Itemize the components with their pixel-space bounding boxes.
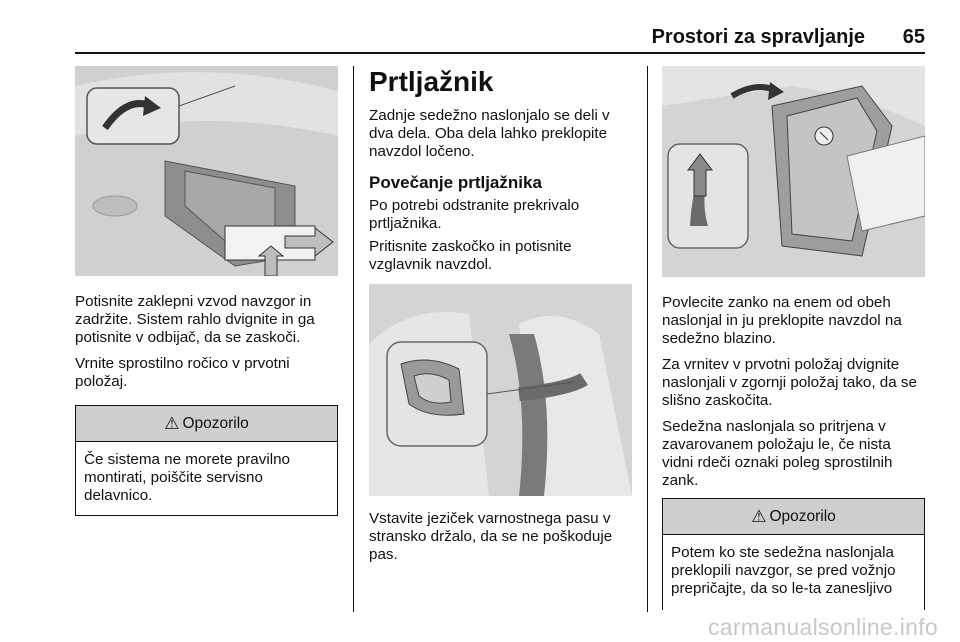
column-right bbox=[662, 66, 925, 610]
warning-text: Če sistema ne morete pravilno montirati, poiščite servisno delavnico. bbox=[84, 451, 290, 504]
warning-header bbox=[663, 499, 924, 535]
footer bbox=[0, 612, 960, 642]
warning-title: Opozorilo bbox=[182, 414, 249, 432]
paragraph: Vstavite jeziček varnostnega pasu v stransko držalo, da se ne poškoduje pas. bbox=[369, 510, 613, 563]
watermark: carmanualsonline.info bbox=[707, 614, 938, 640]
paragraph: Vrnite sprostilno ročico v prvotni položaj. bbox=[75, 355, 290, 390]
page-number: 65 bbox=[902, 26, 925, 48]
warning-triangle-icon: ⚠ bbox=[164, 413, 180, 433]
warning-box bbox=[662, 498, 925, 610]
column-middle bbox=[369, 66, 632, 564]
warning-triangle-icon: ⚠ bbox=[751, 506, 767, 526]
figure-bike-carrier bbox=[75, 66, 338, 276]
paragraph: Po potrebi odstranite prekrivalo prtljažnika. bbox=[369, 197, 580, 232]
paragraph: Potisnite zaklepni vzvod navzgor in zadržite. Sistem rahlo dvignite in ga potisnite v odbijač, da se zaskoči. bbox=[75, 293, 315, 346]
subheading: Povečanje prtljažnika bbox=[369, 173, 542, 192]
paragraph: Povlecite zanko na enem od obeh naslonjal in ju preklopite navzdol na sedežno blazino. bbox=[662, 294, 902, 347]
figure-seat-fold bbox=[662, 66, 925, 277]
paragraph: Sedežna naslonjala so pritrjena v zavarovanem položaju le, če nista vidni rdeči oznaki poleg sprostilnih zank. bbox=[662, 418, 893, 489]
header-rule bbox=[75, 52, 925, 54]
page-title: Prostori za spravljanje bbox=[651, 26, 865, 48]
paragraph: Za vrnitev v prvotni položaj dvignite naslonjali v zgornji položaj tako, da se slišno zaskočita. bbox=[662, 356, 917, 409]
warning-header bbox=[76, 406, 337, 442]
warning-title: Opozorilo bbox=[769, 507, 836, 525]
section-heading: Prtljažnik bbox=[369, 66, 494, 97]
warning-text: Potem ko ste sedežna naslonjala preklopili navzgor, se pred vožnjo prepričajte, da so le-ta zanesljivo bbox=[671, 544, 896, 597]
paragraph: Pritisnite zaskočko in potisnite vzglavnik navzdol. bbox=[369, 238, 572, 273]
column-left bbox=[75, 66, 338, 516]
column-divider bbox=[647, 66, 648, 612]
page-header bbox=[75, 26, 925, 52]
warning-box bbox=[75, 405, 338, 516]
paragraph: Zadnje sedežno naslonjalo se deli v dva dela. Oba dela lahko preklopite navzdol ločeno. bbox=[369, 107, 610, 160]
figure-seat-belt-holder bbox=[369, 284, 632, 496]
column-divider bbox=[353, 66, 354, 612]
